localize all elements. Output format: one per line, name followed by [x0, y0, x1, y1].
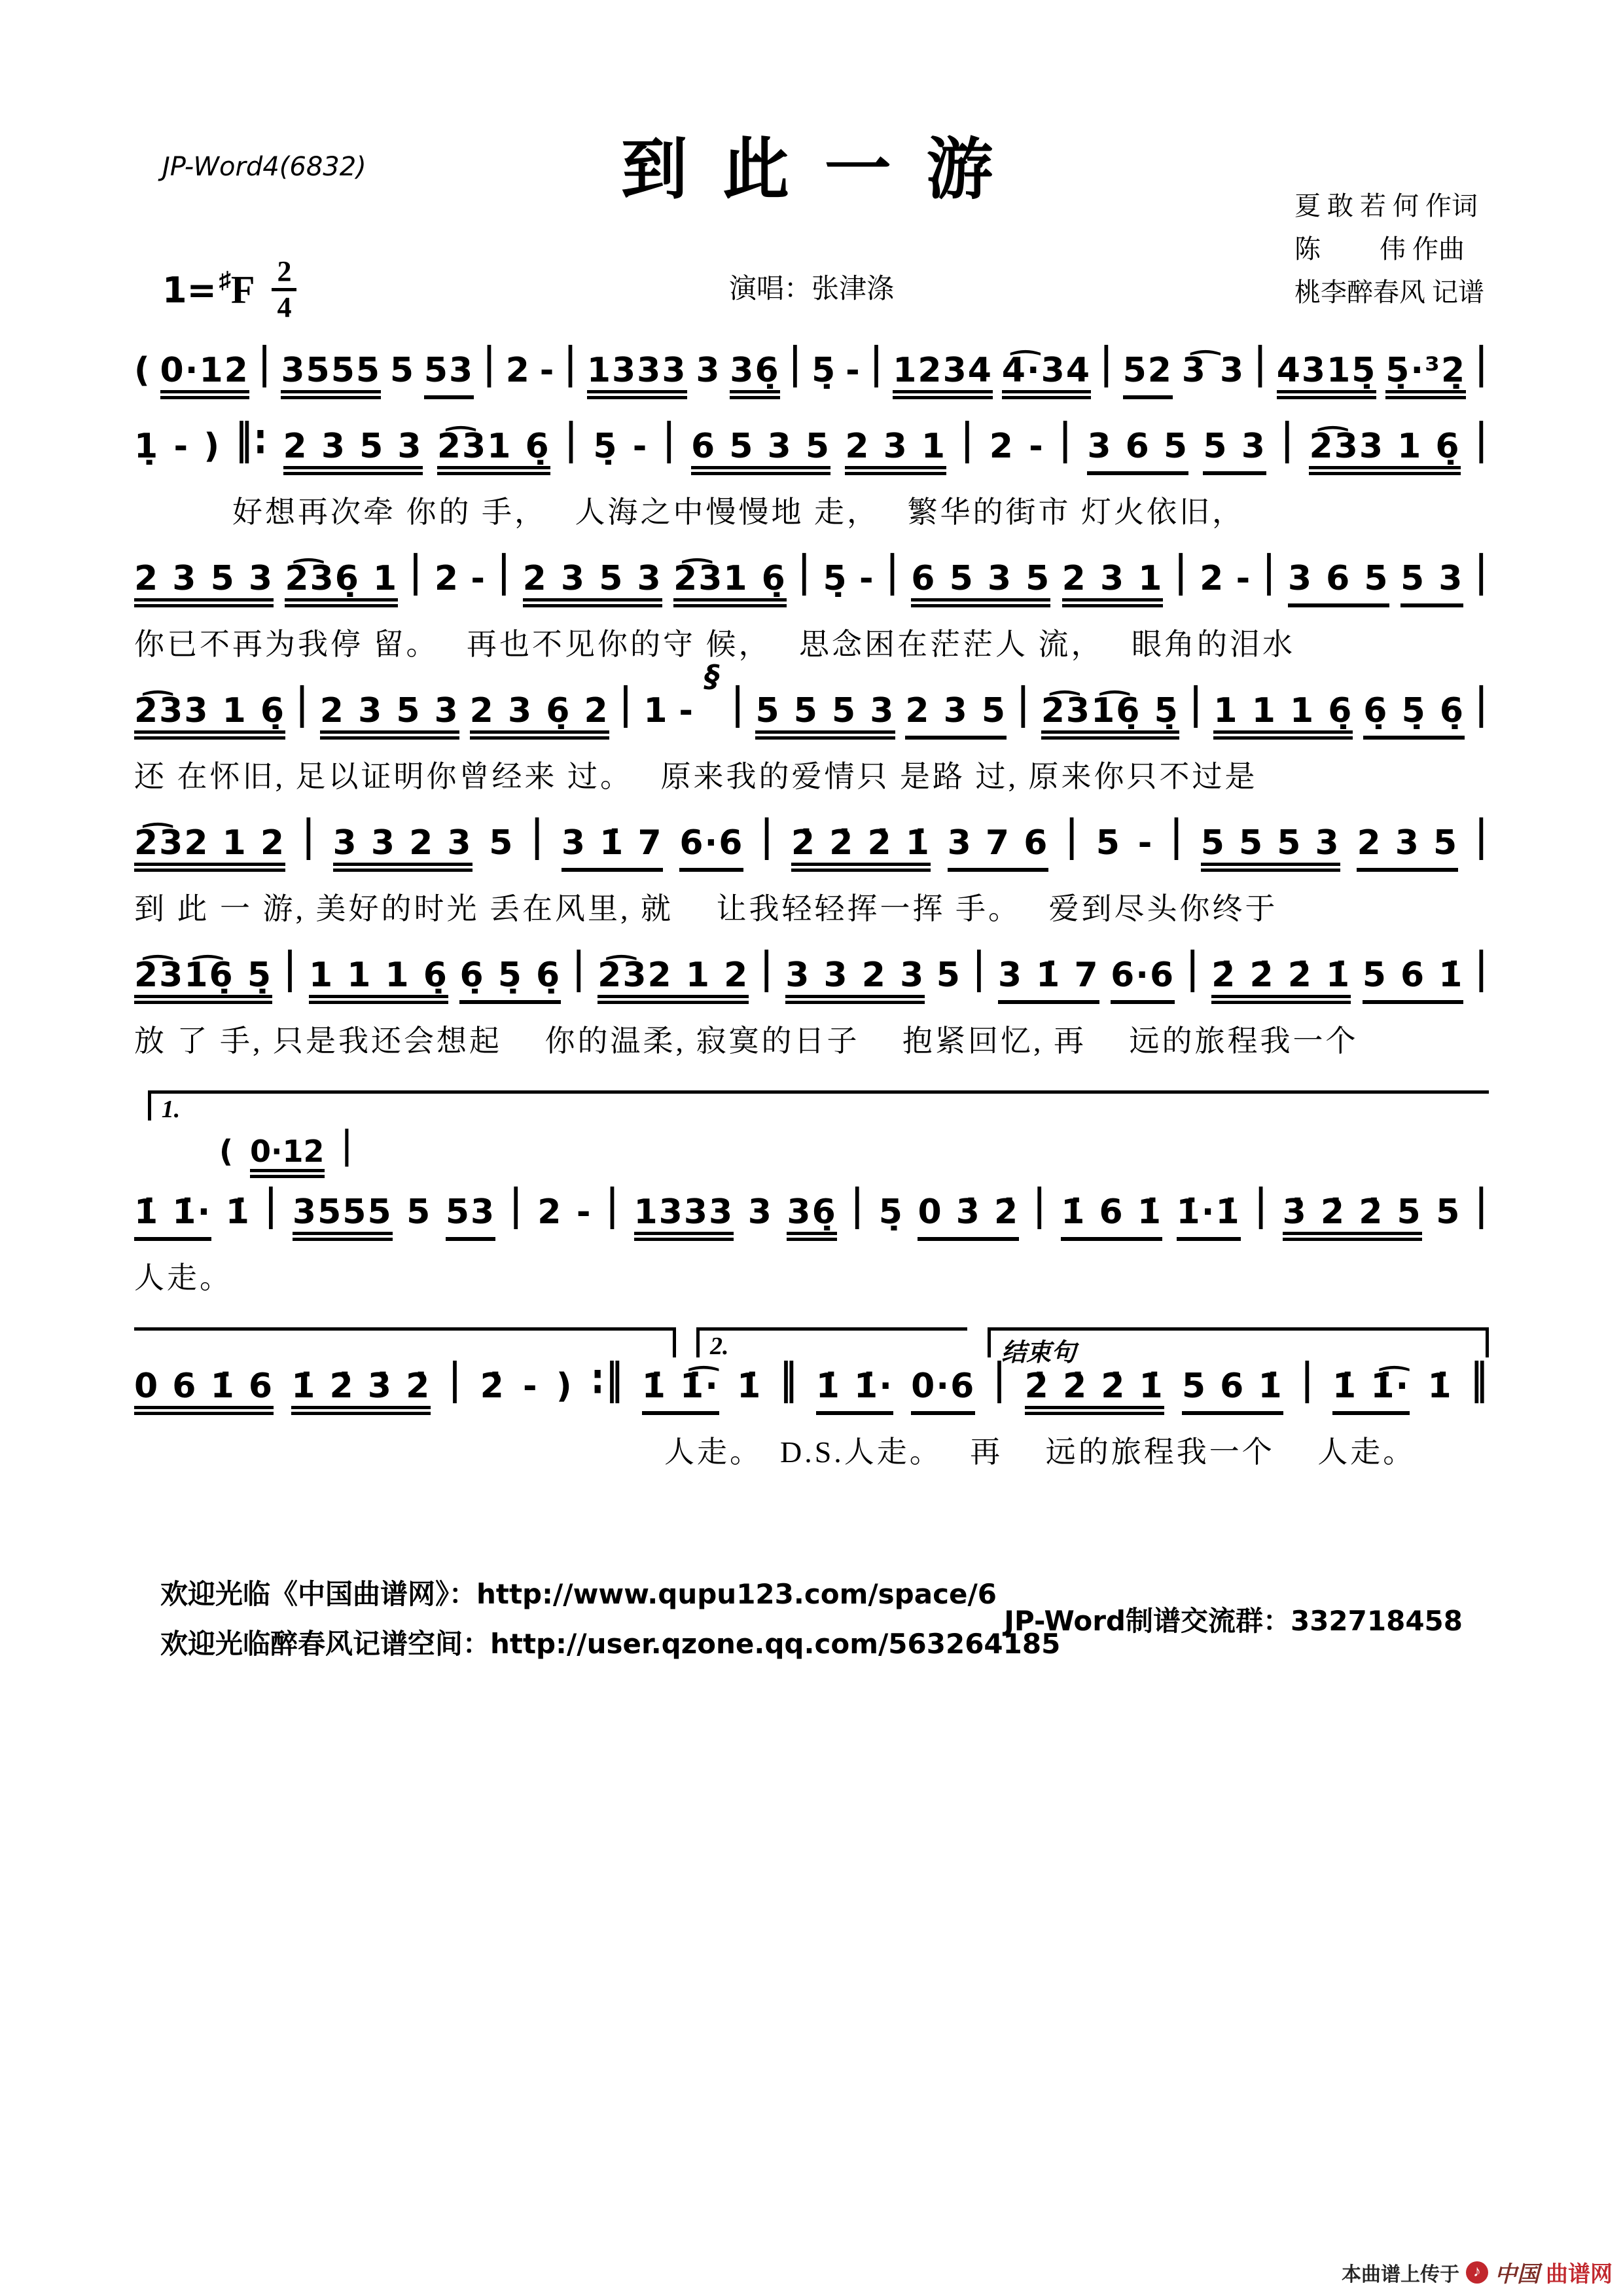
notation-token: 2͡32 1 2	[597, 958, 749, 1004]
volta-label: 1.	[161, 1096, 181, 1123]
system-1	[134, 338, 1489, 399]
notation-token: 4315̣	[1277, 353, 1377, 399]
meter-numerator: 2	[272, 257, 296, 291]
notation-token: 5	[389, 351, 416, 390]
notation-token: 1 1 1 6̣	[1213, 694, 1353, 740]
notation-line	[134, 1180, 1489, 1241]
system-6	[134, 943, 1489, 1060]
lyrics-line: 到 此 一 游, 美好的时光 丢在风里, 就 让我轻轻挥一挥 手。 爱到尽头你终于	[134, 892, 1278, 925]
notation-token: 2 3 5	[1357, 826, 1458, 872]
notation-token: 1̇	[225, 1193, 251, 1232]
notation-token: 3 6 5	[1288, 562, 1389, 607]
watermark-site-accent: 曲谱网	[1546, 2263, 1613, 2287]
barline: |	[1033, 1180, 1047, 1230]
notation-token: 1234	[893, 353, 993, 399]
notation-token: -	[1029, 427, 1044, 466]
notation-token: 36̣	[787, 1195, 836, 1241]
notation-token: 2 3 5	[905, 694, 1007, 740]
notation-token: 6·6	[679, 826, 743, 872]
song-title: 到 此 一 游	[620, 134, 1003, 207]
notation-token: 2͡31͡6̣ 5̣	[134, 958, 272, 1004]
notation-token: 1̣	[134, 427, 160, 466]
notation-token: 5̣	[812, 351, 837, 390]
volta-bracket	[696, 1327, 967, 1360]
notation-token: 2	[989, 427, 1014, 466]
system-8	[134, 1327, 1489, 1471]
notation-line	[134, 547, 1489, 607]
volta-label: 结束句	[1001, 1339, 1077, 1367]
notation-token: 5	[406, 1193, 432, 1232]
notation-token: (	[219, 1134, 234, 1169]
barline: |	[798, 547, 812, 596]
notation-token: 1 1 1 6̣	[309, 958, 448, 1004]
barline: |	[1099, 338, 1114, 388]
notation-line	[134, 1354, 1489, 1415]
barline: |	[572, 943, 586, 993]
notation-token: -	[1236, 559, 1252, 598]
score-footer	[0, 1570, 1623, 1669]
notation-token: 3555	[281, 353, 381, 399]
lyrics-line: 人走。 D.S.人走。 再 远的旅程我一个 人走。	[664, 1435, 1416, 1469]
segno-mark: §	[704, 658, 721, 694]
volta-bracket-row	[134, 1327, 1489, 1367]
qupu-site-link: 欢迎光临《中国曲谱网》：http://www.qupu123.com/space/6	[160, 1578, 997, 1610]
barline: ‖	[779, 1354, 798, 1404]
barline: |	[870, 338, 884, 388]
notation-token: 6̣ 5̣ 6̣	[1363, 694, 1465, 740]
notation-token: -	[523, 1367, 539, 1406]
notation-token: 2̇ 2̇ 2̇ 1̇	[791, 826, 931, 872]
notation-token: 3 7 6	[948, 826, 1049, 872]
notation-token: 5̣	[593, 427, 618, 466]
notation-token: 1333	[634, 1195, 734, 1241]
qq-group-label: JP-Word制谱交流群：332718458	[1004, 1605, 1463, 1637]
time-signature	[272, 257, 296, 325]
barline: |	[1253, 338, 1268, 388]
notation-token: 2̇ 2̇ 2̇ 1̇	[1211, 958, 1351, 1004]
notation-token: 3	[747, 1193, 773, 1232]
lyricist-credit: 夏 敢 若 何 作词	[1294, 191, 1478, 221]
notation-token: 1̇	[1427, 1367, 1453, 1406]
barline: |	[564, 338, 579, 388]
notation-token: 5	[936, 956, 961, 995]
notation-token: 6̣ 5̣ 6̣	[459, 958, 561, 1004]
notation-line	[134, 811, 1489, 872]
key-signature	[162, 257, 296, 325]
notation-token: 2 3 5 3	[134, 562, 274, 607]
barline: |	[1189, 679, 1204, 728]
key-tonic: F	[230, 268, 255, 312]
notation-token: 1̇ 1̇·	[816, 1369, 893, 1415]
notation-token: 2͡31 6̣	[673, 562, 787, 607]
generator-label: JP-Word4(6832)	[162, 152, 366, 182]
watermark-text: 本曲谱上传于	[1342, 2263, 1459, 2286]
system-3	[134, 547, 1489, 664]
barline: |	[497, 547, 512, 596]
meter-denominator: 4	[277, 291, 292, 324]
volta-bracket	[134, 1327, 676, 1357]
notation-line	[134, 658, 1489, 740]
system-4	[134, 658, 1489, 796]
notation-token: 5 5 5 3	[1201, 826, 1340, 872]
barline: |	[606, 1180, 620, 1230]
notation-token: 6·6	[1111, 958, 1175, 1004]
notation-token: 6 5 3 5	[911, 562, 1050, 607]
barline: |	[1281, 414, 1295, 464]
barline: |	[1474, 1180, 1489, 1230]
notation-token: 2͡33 1 6̣	[1309, 429, 1460, 475]
notation-token: 3͡ 3	[1181, 351, 1245, 390]
notation-token: -	[471, 559, 486, 598]
barline: |	[1474, 679, 1489, 728]
notation-token: 3 3 2 3	[785, 958, 925, 1004]
barline: |	[1474, 414, 1489, 464]
score-header	[0, 0, 1623, 353]
notation-token: 1̇ 2̇ 3̇ 2̇	[291, 1369, 431, 1415]
barline: ‖:	[235, 414, 269, 464]
transcriber-credit: 桃李醉春风 记谱	[1294, 278, 1484, 307]
notation-token: 2 3 1	[845, 429, 946, 475]
performer-label: 演唱：张津涤	[728, 274, 894, 304]
barline: |	[760, 943, 774, 993]
volta-bracket	[148, 1090, 1489, 1121]
notation-token: )	[204, 427, 221, 466]
notation-token: -	[539, 351, 556, 390]
notation-token: 2 3 1	[1062, 562, 1164, 607]
notation-token: 1̇·1̇	[1177, 1195, 1241, 1241]
barline: |	[1474, 943, 1489, 993]
notation-token: 3̇ 2̇ 2̇ 5	[1283, 1195, 1422, 1241]
notation-token: 5 6 1̇	[1363, 958, 1464, 1004]
notation-token: 3 1̇ 7	[562, 826, 663, 872]
notation-token: 1̇	[737, 1367, 762, 1406]
notation-token: 5	[1096, 823, 1121, 863]
notation-line	[134, 414, 1489, 475]
volta-label: 2.	[710, 1333, 729, 1360]
notation-token: -	[846, 351, 861, 390]
notation-token: 0 3̇ 2̇	[918, 1195, 1019, 1241]
barline: |	[662, 414, 677, 464]
notation-token: 2 3 5 3	[523, 562, 662, 607]
barline: |	[619, 679, 633, 728]
barline: |	[448, 1354, 463, 1404]
notation-token: 3 1̇ 7	[998, 958, 1099, 1004]
notation-token: 5̣	[823, 559, 848, 598]
notation-token: 5 3	[1400, 562, 1463, 607]
notation-token: 52	[1123, 353, 1173, 399]
site-watermark	[1342, 2256, 1613, 2288]
notation-token: 3 3 2 3	[333, 826, 473, 872]
notation-token: 2͡31͡6̣ 5̣	[1041, 694, 1179, 740]
notation-token: 3 6 5	[1087, 429, 1188, 475]
barline: |	[1016, 679, 1031, 728]
score-body	[0, 338, 1623, 1471]
barline: |	[993, 1354, 1007, 1404]
notation-token: -	[576, 1193, 592, 1232]
barline: |	[760, 811, 775, 861]
barline: |	[482, 338, 497, 388]
notation-token: 3	[696, 351, 721, 390]
notation-token: 1̇ 6 1̇	[1061, 1195, 1162, 1241]
barline: :‖	[590, 1354, 624, 1404]
notation-token: 1	[643, 691, 669, 730]
sharp-icon: ♯	[219, 266, 231, 293]
barline: |	[565, 414, 579, 464]
barline: |	[1186, 943, 1200, 993]
notation-token: 5 6 1̇	[1182, 1369, 1283, 1415]
notation-token: 1̇ 1̇͡·	[642, 1369, 719, 1415]
notation-token: 5 3	[1203, 429, 1266, 475]
notation-token: -	[1137, 823, 1154, 863]
barline: |	[851, 1180, 865, 1230]
barline: |	[258, 338, 272, 388]
notation-token: 2	[434, 559, 460, 598]
notation-token: 2͡31 6̣	[437, 429, 550, 475]
notation-token: 1333	[587, 353, 687, 399]
volta-bracket	[988, 1327, 1489, 1367]
notation-token: 5̣·³2̣	[1385, 353, 1466, 399]
notation-token: 1̇ 1̇͡·	[1332, 1369, 1410, 1415]
barline: |	[1169, 811, 1184, 861]
barline: |	[1474, 547, 1489, 596]
lyrics-line: 好想再次牵 你的 手， 人海之中慢慢地 走， 繁华的街市 灯火依旧，	[232, 495, 1245, 529]
notation-token: 2̇ 2̇ 2̇ 1̇	[1025, 1369, 1164, 1415]
key-prefix: 1=	[162, 270, 217, 312]
notation-token: 5̣	[878, 1193, 904, 1232]
barline: |	[302, 811, 316, 861]
notation-token: -	[859, 559, 875, 598]
notation-token: )	[556, 1367, 573, 1406]
notation-token: -	[632, 427, 649, 466]
barline: |	[1174, 547, 1188, 596]
notation-token: 53	[424, 353, 474, 399]
composer-credit: 陈 伟 作曲	[1294, 234, 1465, 264]
lyrics-line: 还 在怀旧, 足以证明你曾经来 过。 原来我的爱情只 是路 过, 原来你只不过是	[134, 760, 1258, 793]
barline: |	[531, 811, 545, 861]
barline: |	[731, 679, 745, 728]
barline: |	[283, 943, 298, 993]
notation-token: -	[173, 427, 190, 466]
barline: |	[295, 679, 310, 728]
barline: |	[1065, 811, 1080, 861]
notation-token: 2 3 6̣ 2	[470, 694, 609, 740]
notation-token: 2 3 5 3	[283, 429, 423, 475]
barline: |	[1474, 811, 1489, 861]
notation-token: 5 5 5 3	[755, 694, 895, 740]
qupu-logo-icon	[1466, 2261, 1488, 2284]
barline: |	[264, 1180, 279, 1230]
notation-token: 1̇ 1̇·	[134, 1195, 211, 1241]
volta-bracket-row	[134, 1090, 1489, 1124]
notation-token: (	[134, 351, 151, 390]
barline: |	[1262, 547, 1277, 596]
notation-token: 2͡33 1 6̣	[134, 694, 285, 740]
barline: |	[961, 414, 975, 464]
lyrics-line: 人走。	[134, 1261, 232, 1295]
notation-line	[134, 943, 1489, 1004]
notation-token: 2	[505, 351, 531, 390]
notation-token: 2͡32 1 2	[134, 826, 285, 872]
system-2	[134, 414, 1489, 531]
barline: |	[972, 943, 987, 993]
notation-token: 0·12	[250, 1136, 325, 1178]
notation-token: 2	[537, 1193, 563, 1232]
system-5	[134, 811, 1489, 928]
barline: |	[509, 1180, 524, 1230]
notation-token: 5	[1436, 1193, 1461, 1232]
lyrics-line: 放 了 手, 只是我还会想起 你的温柔, 寂寞的日子 抱紧回忆, 再 远的旅程我一个	[134, 1024, 1359, 1058]
notation-token: 0 6 1̇ 6	[134, 1369, 274, 1415]
barline: |	[1059, 414, 1073, 464]
barline: |	[1255, 1180, 1269, 1230]
notation-token: 0·12	[160, 353, 249, 399]
notation-token: 6 5 3 5	[691, 429, 830, 475]
barline: ‖	[1470, 1354, 1489, 1404]
barline: |	[1474, 338, 1489, 388]
barline: |	[1300, 1354, 1315, 1404]
notation-token: 2 3 5 3	[320, 694, 459, 740]
notation-token: 5	[489, 823, 514, 863]
notation-token: 0·6	[911, 1369, 975, 1415]
notation-token: 4͡·34	[1002, 353, 1091, 399]
lyrics-line: 你已不再为我停 留。 再也不见你的守 候， 思念困在茫茫人 流， 眼角的泪水	[134, 628, 1295, 661]
notation-token: -	[679, 691, 694, 730]
barline: |	[341, 1122, 353, 1167]
notation-token: 2	[1200, 559, 1225, 598]
notation-line	[134, 338, 1489, 399]
notation-token: 36̣	[730, 353, 779, 399]
pickup-notation	[219, 1122, 1489, 1178]
watermark-site-strong: 中国	[1495, 2263, 1539, 2287]
barline: |	[789, 338, 803, 388]
notation-token: 3555	[293, 1195, 393, 1241]
notation-token: 2̇	[480, 1367, 505, 1406]
system-7	[134, 1090, 1489, 1297]
notation-token: 53	[446, 1195, 495, 1241]
qzone-space-link: 欢迎光临醉春风记谱空间：http://user.qzone.qq.com/563264185	[160, 1628, 1061, 1660]
barline: |	[409, 547, 423, 596]
notation-token: 2͡36̣ 1	[285, 562, 398, 607]
barline: |	[885, 547, 900, 596]
